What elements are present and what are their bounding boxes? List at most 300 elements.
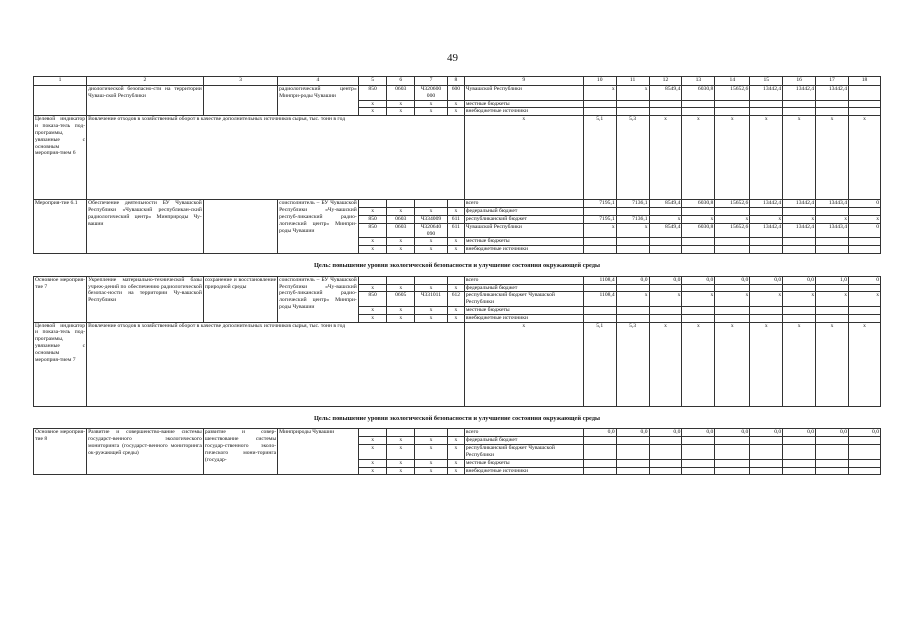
funding-source: республиканский бюджет Чувашской Республики (464, 445, 583, 460)
column-number: 6 (387, 77, 415, 86)
value-cell: 0,0 (783, 429, 816, 437)
value-cell: x (816, 292, 849, 307)
value-cell: x (447, 246, 464, 254)
value-cell (583, 459, 616, 467)
column-number: 7 (415, 77, 448, 86)
value-cell (715, 208, 750, 216)
program-table (33, 76, 881, 475)
column-number: 5 (358, 77, 387, 86)
value-cell (649, 238, 682, 246)
measure-label: Основное мероприя-тие 8 (34, 429, 87, 475)
value-cell (816, 467, 849, 475)
indicator-row (34, 116, 881, 200)
value-cell (616, 108, 649, 116)
indicator-text: Вовлечение отходов в хозяйственный оборот в качестве дополнительных источников сырья, тыс. тонн в год (87, 322, 465, 406)
value-cell: x (682, 215, 715, 223)
value-cell (682, 467, 715, 475)
value-cell (415, 200, 448, 208)
indicator-value: x (682, 322, 715, 406)
value-cell (750, 108, 783, 116)
value-cell (682, 307, 715, 315)
value-cell (849, 100, 881, 108)
value-cell (682, 100, 715, 108)
value-cell (715, 437, 750, 445)
funding-source: Чувашской Республики (464, 86, 583, 101)
value-cell (387, 276, 415, 284)
indicator-row (34, 322, 881, 406)
column-number: 2 (87, 77, 204, 86)
value-cell: x (583, 223, 616, 238)
column-number: 3 (203, 77, 277, 86)
value-cell: x (358, 108, 387, 116)
value-cell (358, 276, 387, 284)
value-cell: 13442,4 (750, 200, 783, 208)
value-cell: x (616, 292, 649, 307)
value-cell (750, 208, 783, 216)
value-cell (783, 108, 816, 116)
value-cell (649, 314, 682, 322)
column-number: 13 (682, 77, 715, 86)
value-cell (750, 238, 783, 246)
column-number: 11 (616, 77, 649, 86)
value-cell: x (358, 437, 387, 445)
value-cell (750, 445, 783, 460)
value-cell: x (649, 215, 682, 223)
value-cell (387, 200, 415, 208)
measure-executor: Минприроды Чувашии (278, 429, 359, 475)
value-cell: x (387, 437, 415, 445)
funding-source: всего (464, 276, 583, 284)
value-cell: x (616, 86, 649, 101)
value-cell (583, 445, 616, 460)
value-cell (447, 429, 464, 437)
value-cell (715, 459, 750, 467)
funding-source: внебюджетные источники (464, 108, 583, 116)
column-number: 18 (849, 77, 881, 86)
measure-label: Мероприя-тие 6.1 (34, 200, 87, 254)
value-cell: x (387, 314, 415, 322)
value-cell (649, 307, 682, 315)
value-cell: 13442,4 (783, 223, 816, 238)
value-cell: 850 (358, 292, 387, 307)
value-cell: 8549,4 (649, 200, 682, 208)
funding-source: внебюджетные источники (464, 314, 583, 322)
funding-source: внебюджетные источники (464, 467, 583, 475)
goal-row (34, 406, 881, 429)
value-cell: 850 (358, 215, 387, 223)
value-cell (849, 437, 881, 445)
value-cell: 7136,1 (616, 215, 649, 223)
value-cell: x (387, 108, 415, 116)
value-cell (750, 459, 783, 467)
funding-source: республиканский бюджет Чувашской Республики (464, 292, 583, 307)
value-cell (616, 307, 649, 315)
value-cell (816, 208, 849, 216)
value-cell (783, 100, 816, 108)
value-cell: 7195,1 (583, 215, 616, 223)
value-cell (583, 108, 616, 116)
value-cell (715, 238, 750, 246)
value-cell (816, 437, 849, 445)
value-cell (750, 246, 783, 254)
value-cell: x (447, 314, 464, 322)
indicator-value: x (750, 116, 783, 200)
value-cell: x (358, 246, 387, 254)
value-cell: 15652,6 (715, 223, 750, 238)
value-cell (649, 108, 682, 116)
value-cell: x (358, 314, 387, 322)
funding-source: федеральный бюджет (464, 437, 583, 445)
value-cell (682, 459, 715, 467)
value-cell: x (358, 459, 387, 467)
indicator-value: 5,1 (583, 116, 616, 200)
value-cell: x (358, 238, 387, 246)
value-cell: 13442,4 (750, 223, 783, 238)
value-cell: 0,0 (816, 429, 849, 437)
value-cell (616, 314, 649, 322)
value-cell (682, 284, 715, 292)
value-cell: x (715, 292, 750, 307)
value-cell: x (415, 108, 448, 116)
value-cell: x (447, 467, 464, 475)
value-cell (649, 459, 682, 467)
value-cell: 8549,4 (649, 223, 682, 238)
value-cell: x (415, 208, 448, 216)
value-cell (616, 437, 649, 445)
value-cell (583, 208, 616, 216)
column-number: 17 (816, 77, 849, 86)
value-cell: 0,0 (682, 429, 715, 437)
value-cell (816, 238, 849, 246)
value-cell (583, 437, 616, 445)
value-cell (816, 246, 849, 254)
value-cell (649, 445, 682, 460)
indicator-value: x (464, 322, 583, 406)
value-cell (447, 200, 464, 208)
value-cell: 0603 (387, 223, 415, 238)
value-cell (415, 276, 448, 284)
value-cell (783, 307, 816, 315)
value-cell: x (649, 292, 682, 307)
indicator-value: x (750, 322, 783, 406)
value-cell (616, 246, 649, 254)
value-cell: Ч331011 (415, 292, 448, 307)
value-cell: x (783, 292, 816, 307)
value-cell: x (616, 223, 649, 238)
funding-source: федеральный бюджет (464, 284, 583, 292)
value-cell: 0,0 (849, 429, 881, 437)
value-cell (358, 429, 387, 437)
measure-description: Развитие и совершенство-вание системы государст-венного экологического мониторинга (государст-венного мониторинга ок-ружающей среды) (87, 429, 204, 475)
page-number: 49 (447, 52, 458, 64)
measure-executor: соисполнитель – БУ Чувашской Республики «Чу-вашский респуб-ликанский радио-логический центр» Минпри-роды Чувашии (278, 200, 359, 254)
value-cell (783, 238, 816, 246)
measure-description: диологической безопасно-сти на территории Чуваш-ской Республики (87, 86, 204, 116)
value-cell (616, 208, 649, 216)
column-number: 10 (583, 77, 616, 86)
value-cell: x (415, 314, 448, 322)
value-cell: x (415, 307, 448, 315)
value-cell: x (447, 100, 464, 108)
value-cell: 13442,4 (783, 200, 816, 208)
value-cell (447, 276, 464, 284)
value-cell: x (750, 292, 783, 307)
value-cell (649, 246, 682, 254)
goal-row (34, 253, 881, 276)
value-cell (583, 100, 616, 108)
value-cell (682, 108, 715, 116)
table-row (34, 86, 881, 101)
indicator-value: x (715, 322, 750, 406)
value-cell (583, 246, 616, 254)
value-cell: x (387, 445, 415, 460)
value-cell: 0605 (387, 292, 415, 307)
value-cell: 13442,4 (783, 86, 816, 101)
value-cell (816, 284, 849, 292)
value-cell: x (750, 215, 783, 223)
indicator-value: x (682, 116, 715, 200)
value-cell (649, 208, 682, 216)
value-cell: x (387, 284, 415, 292)
funding-source: всего (464, 429, 583, 437)
value-cell: 611 (447, 215, 464, 223)
value-cell: 0,0 (616, 429, 649, 437)
value-cell: x (358, 284, 387, 292)
value-cell (616, 459, 649, 467)
measure-goal (203, 86, 277, 116)
value-cell: x (447, 238, 464, 246)
value-cell: 0,0 (750, 276, 783, 284)
value-cell: 6030,8 (682, 200, 715, 208)
measure-description: Укрепление материально-технической базы учреж-дений по обеспечению радиологической безопас-ности на территории Чу-вашской Республики (87, 276, 204, 322)
value-cell (750, 100, 783, 108)
value-cell: 0 (849, 200, 881, 208)
funding-source: республиканский бюджет (464, 215, 583, 223)
value-cell: 1108,4 (583, 292, 616, 307)
column-number: 16 (783, 77, 816, 86)
value-cell: x (682, 292, 715, 307)
value-cell (715, 445, 750, 460)
goal-heading: Цель: повышение уровня экологической безопасности и улучшение состояния окружающей среды (313, 414, 601, 422)
value-cell: 13442,4 (816, 86, 849, 101)
value-cell (849, 314, 881, 322)
value-cell (816, 307, 849, 315)
value-cell (816, 314, 849, 322)
value-cell: x (583, 86, 616, 101)
value-cell: x (387, 246, 415, 254)
value-cell: x (358, 467, 387, 475)
value-cell (849, 108, 881, 116)
funding-source: местные бюджеты (464, 100, 583, 108)
value-cell (783, 246, 816, 254)
value-cell: x (358, 307, 387, 315)
value-cell: x (387, 208, 415, 216)
value-cell (816, 445, 849, 460)
value-cell (849, 208, 881, 216)
value-cell (415, 429, 448, 437)
funding-source: внебюджетные источники (464, 246, 583, 254)
value-cell: x (415, 467, 448, 475)
value-cell (816, 108, 849, 116)
value-cell: Ч320600 000 (415, 86, 448, 101)
goal-heading: Цель: повышение уровня экологической безопасности и улучшение состояния окружающей среды (313, 261, 601, 269)
table-row (34, 200, 881, 208)
indicator-value: x (849, 116, 881, 200)
value-cell: x (447, 437, 464, 445)
value-cell: 13443,4 (816, 223, 849, 238)
value-cell (616, 238, 649, 246)
value-cell: 0,0 (715, 276, 750, 284)
measure-goal: развитие и совер-шенствование системы государ-ственного эколо-гического мони-торинга (государ- (203, 429, 277, 475)
value-cell (750, 314, 783, 322)
value-cell: 0603 (387, 86, 415, 101)
value-cell (715, 467, 750, 475)
column-number: 12 (649, 77, 682, 86)
value-cell (849, 459, 881, 467)
value-cell (387, 429, 415, 437)
value-cell (849, 238, 881, 246)
value-cell (849, 467, 881, 475)
indicator-value: x (464, 116, 583, 200)
value-cell: 1,0 (816, 276, 849, 284)
value-cell (682, 246, 715, 254)
indicator-value: 5,3 (616, 322, 649, 406)
value-cell (682, 238, 715, 246)
value-cell (583, 467, 616, 475)
value-cell: 15652,6 (715, 86, 750, 101)
column-number: 9 (464, 77, 583, 86)
value-cell (682, 437, 715, 445)
value-cell (616, 445, 649, 460)
value-cell (583, 284, 616, 292)
value-cell: 600 (447, 86, 464, 101)
value-cell: Ч334009 (415, 215, 448, 223)
value-cell: x (415, 100, 448, 108)
value-cell: x (415, 445, 448, 460)
value-cell (750, 467, 783, 475)
value-cell: 0 (849, 223, 881, 238)
value-cell (715, 314, 750, 322)
column-number: 1 (34, 77, 87, 86)
value-cell: 1108,4 (583, 276, 616, 284)
measure-executor: радиологический центр» Минпри-роды Чувашии (278, 86, 359, 116)
measure-goal (203, 200, 277, 254)
value-cell: x (415, 246, 448, 254)
value-cell: x (415, 459, 448, 467)
value-cell: 612 (447, 292, 464, 307)
value-cell: 0,0 (682, 276, 715, 284)
value-cell (682, 208, 715, 216)
value-cell (715, 284, 750, 292)
indicator-value: 5,3 (616, 116, 649, 200)
value-cell (849, 307, 881, 315)
value-cell: x (415, 437, 448, 445)
value-cell (783, 208, 816, 216)
column-number: 4 (278, 77, 359, 86)
value-cell (750, 284, 783, 292)
value-cell (715, 307, 750, 315)
value-cell (816, 100, 849, 108)
value-cell (616, 467, 649, 475)
value-cell (583, 307, 616, 315)
value-cell (649, 100, 682, 108)
value-cell (849, 445, 881, 460)
value-cell: 0,0 (649, 276, 682, 284)
value-cell (649, 467, 682, 475)
value-cell: 7195,1 (583, 200, 616, 208)
value-cell: x (358, 100, 387, 108)
indicator-value: x (816, 322, 849, 406)
value-cell: x (849, 292, 881, 307)
value-cell: 0,0 (649, 429, 682, 437)
value-cell (649, 284, 682, 292)
indicator-text: Вовлечение отходов в хозяйственный оборот в качестве дополнительных источников сырья, тыс. тонн в год (87, 116, 465, 200)
value-cell: 13443,4 (816, 200, 849, 208)
value-cell: 8549,4 (649, 86, 682, 101)
value-cell: 850 (358, 223, 387, 238)
funding-source: федеральный бюджет (464, 208, 583, 216)
value-cell: x (816, 215, 849, 223)
value-cell (682, 314, 715, 322)
value-cell: x (358, 445, 387, 460)
value-cell: 15652,6 (715, 200, 750, 208)
value-cell (715, 100, 750, 108)
value-cell: 6030,8 (682, 86, 715, 101)
value-cell (783, 445, 816, 460)
value-cell (750, 437, 783, 445)
value-cell: x (447, 307, 464, 315)
measure-label: Основное мероприя-тие 7 (34, 276, 87, 322)
value-cell: x (387, 238, 415, 246)
value-cell: x (447, 445, 464, 460)
value-cell (715, 246, 750, 254)
value-cell: 611 (447, 223, 464, 238)
indicator-value: x (715, 116, 750, 200)
value-cell (849, 86, 881, 101)
value-cell: 850 (358, 86, 387, 101)
value-cell: 13442,4 (750, 86, 783, 101)
value-cell (783, 284, 816, 292)
funding-source: Чувашской Республики (464, 223, 583, 238)
value-cell: 0,0 (783, 276, 816, 284)
value-cell (616, 100, 649, 108)
indicator-value: x (783, 116, 816, 200)
value-cell (715, 108, 750, 116)
value-cell: x (358, 208, 387, 216)
measure-goal: сохранение и восстановление природной среды (203, 276, 277, 322)
indicator-value: x (649, 116, 682, 200)
indicator-value: 5,1 (583, 322, 616, 406)
value-cell: 0,0 (616, 276, 649, 284)
value-cell (783, 467, 816, 475)
value-cell: x (415, 238, 448, 246)
value-cell: x (715, 215, 750, 223)
measure-executor: соисполнитель – БУ Чувашской Республики «Чу-вашский респуб-ликанский радио-логический центр» Минпри-роды Чувашии (278, 276, 359, 322)
value-cell (816, 459, 849, 467)
indicator-label: Целевой индикатор и показа-тель под-программы, увязанные с основным мероприя-тием 6 (34, 116, 87, 200)
table-row (34, 429, 881, 437)
column-number: 8 (447, 77, 464, 86)
value-cell (849, 246, 881, 254)
indicator-value: x (783, 322, 816, 406)
value-cell: 0 (849, 276, 881, 284)
value-cell: 0,0 (583, 429, 616, 437)
value-cell: 0,0 (750, 429, 783, 437)
value-cell (750, 307, 783, 315)
funding-source: местные бюджеты (464, 459, 583, 467)
indicator-value: x (849, 322, 881, 406)
measure-label (34, 86, 87, 116)
